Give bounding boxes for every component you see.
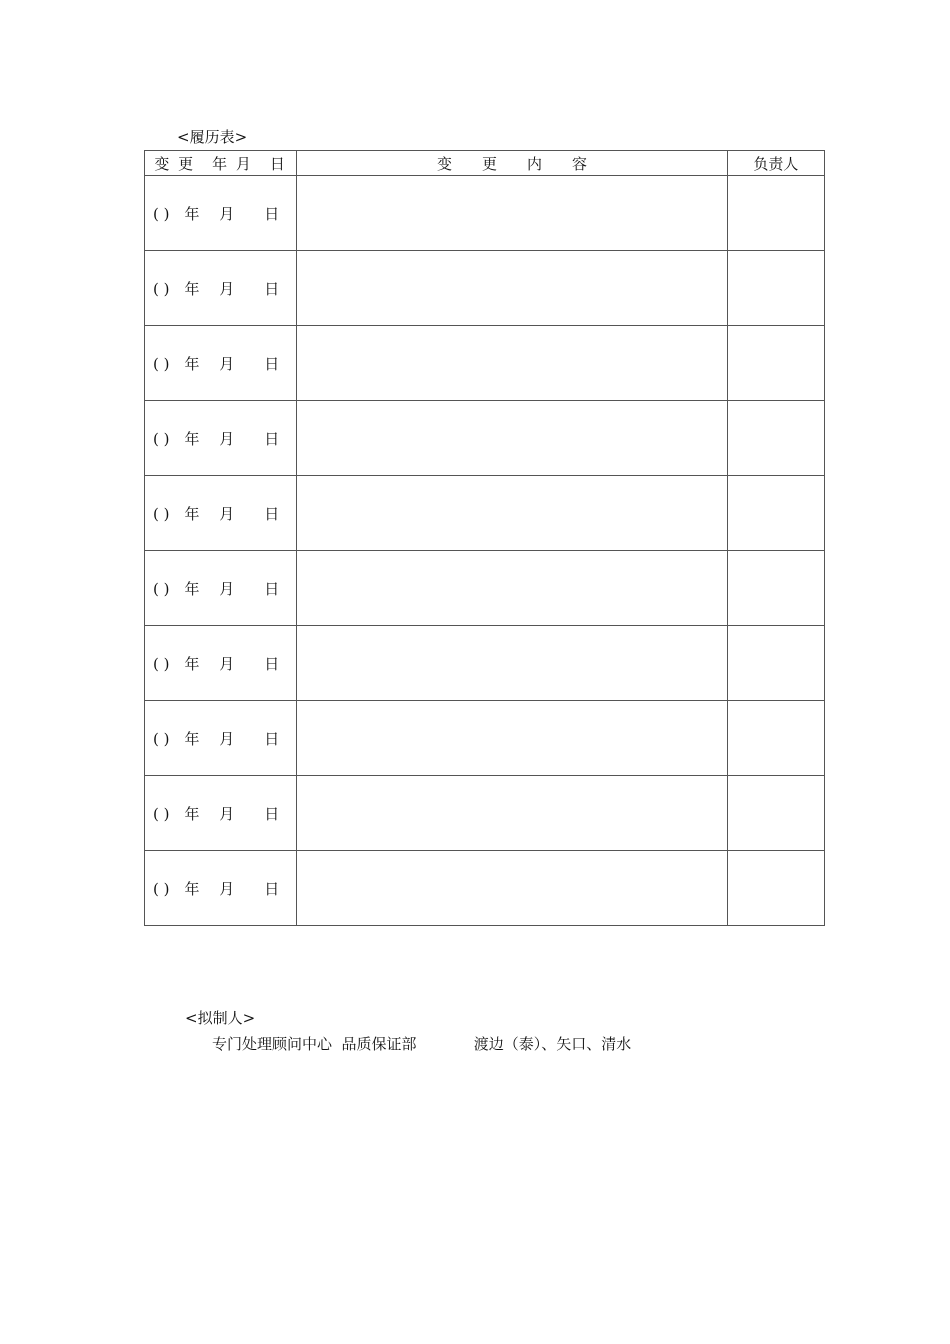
author-department: 专门处理顾问中心 品质保证部 <box>212 1035 417 1053</box>
person-in-charge-cell[interactable] <box>727 701 824 776</box>
change-date-cell[interactable]: ( ) 年 月 日 <box>145 326 297 401</box>
table-row <box>145 626 825 701</box>
author-names: 渡边（泰）、矢口、清水 <box>473 1035 632 1053</box>
change-content-cell[interactable] <box>297 701 728 776</box>
person-in-charge-cell[interactable] <box>727 251 824 326</box>
change-date-cell[interactable]: ( ) 年 月 日 <box>145 776 297 851</box>
change-content-cell[interactable] <box>297 326 728 401</box>
change-content-cell[interactable] <box>297 851 728 926</box>
change-date-cell[interactable]: ( ) 年 月 日 <box>145 551 297 626</box>
author-label: <拟制人> <box>185 1009 256 1027</box>
person-in-charge-cell[interactable] <box>727 401 824 476</box>
column-header-change-content: 变 更 内 容 <box>297 151 728 176</box>
table-row <box>145 851 825 926</box>
change-date-cell[interactable]: ( ) 年 月 日 <box>145 176 297 251</box>
change-content-cell[interactable] <box>297 776 728 851</box>
change-content-cell[interactable] <box>297 176 728 251</box>
change-date-cell[interactable]: ( ) 年 月 日 <box>145 626 297 701</box>
history-table-body <box>145 176 825 926</box>
history-table-title: <履历表> <box>177 128 248 146</box>
person-in-charge-cell[interactable] <box>727 176 824 251</box>
change-date-cell[interactable]: ( ) 年 月 日 <box>145 701 297 776</box>
person-in-charge-cell[interactable] <box>727 551 824 626</box>
history-table-header-row <box>145 151 825 176</box>
person-in-charge-cell[interactable] <box>727 626 824 701</box>
table-row <box>145 551 825 626</box>
table-row <box>145 476 825 551</box>
person-in-charge-cell[interactable] <box>727 776 824 851</box>
person-in-charge-cell[interactable] <box>727 851 824 926</box>
change-content-cell[interactable] <box>297 551 728 626</box>
history-table <box>144 150 825 926</box>
change-date-cell[interactable]: ( ) 年 月 日 <box>145 251 297 326</box>
column-header-change-date: 变 更 年 月 日 <box>145 151 297 176</box>
column-header-person-in-charge: 负责人 <box>727 151 824 176</box>
table-row <box>145 251 825 326</box>
table-row <box>145 776 825 851</box>
table-row <box>145 401 825 476</box>
change-content-cell[interactable] <box>297 626 728 701</box>
author-line <box>212 1034 631 1054</box>
change-content-cell[interactable] <box>297 251 728 326</box>
table-row <box>145 701 825 776</box>
change-date-cell[interactable]: ( ) 年 月 日 <box>145 476 297 551</box>
table-row <box>145 176 825 251</box>
table-row <box>145 326 825 401</box>
person-in-charge-cell[interactable] <box>727 326 824 401</box>
change-content-cell[interactable] <box>297 401 728 476</box>
change-content-cell[interactable] <box>297 476 728 551</box>
person-in-charge-cell[interactable] <box>727 476 824 551</box>
change-date-cell[interactable]: ( ) 年 月 日 <box>145 851 297 926</box>
change-date-cell[interactable]: ( ) 年 月 日 <box>145 401 297 476</box>
